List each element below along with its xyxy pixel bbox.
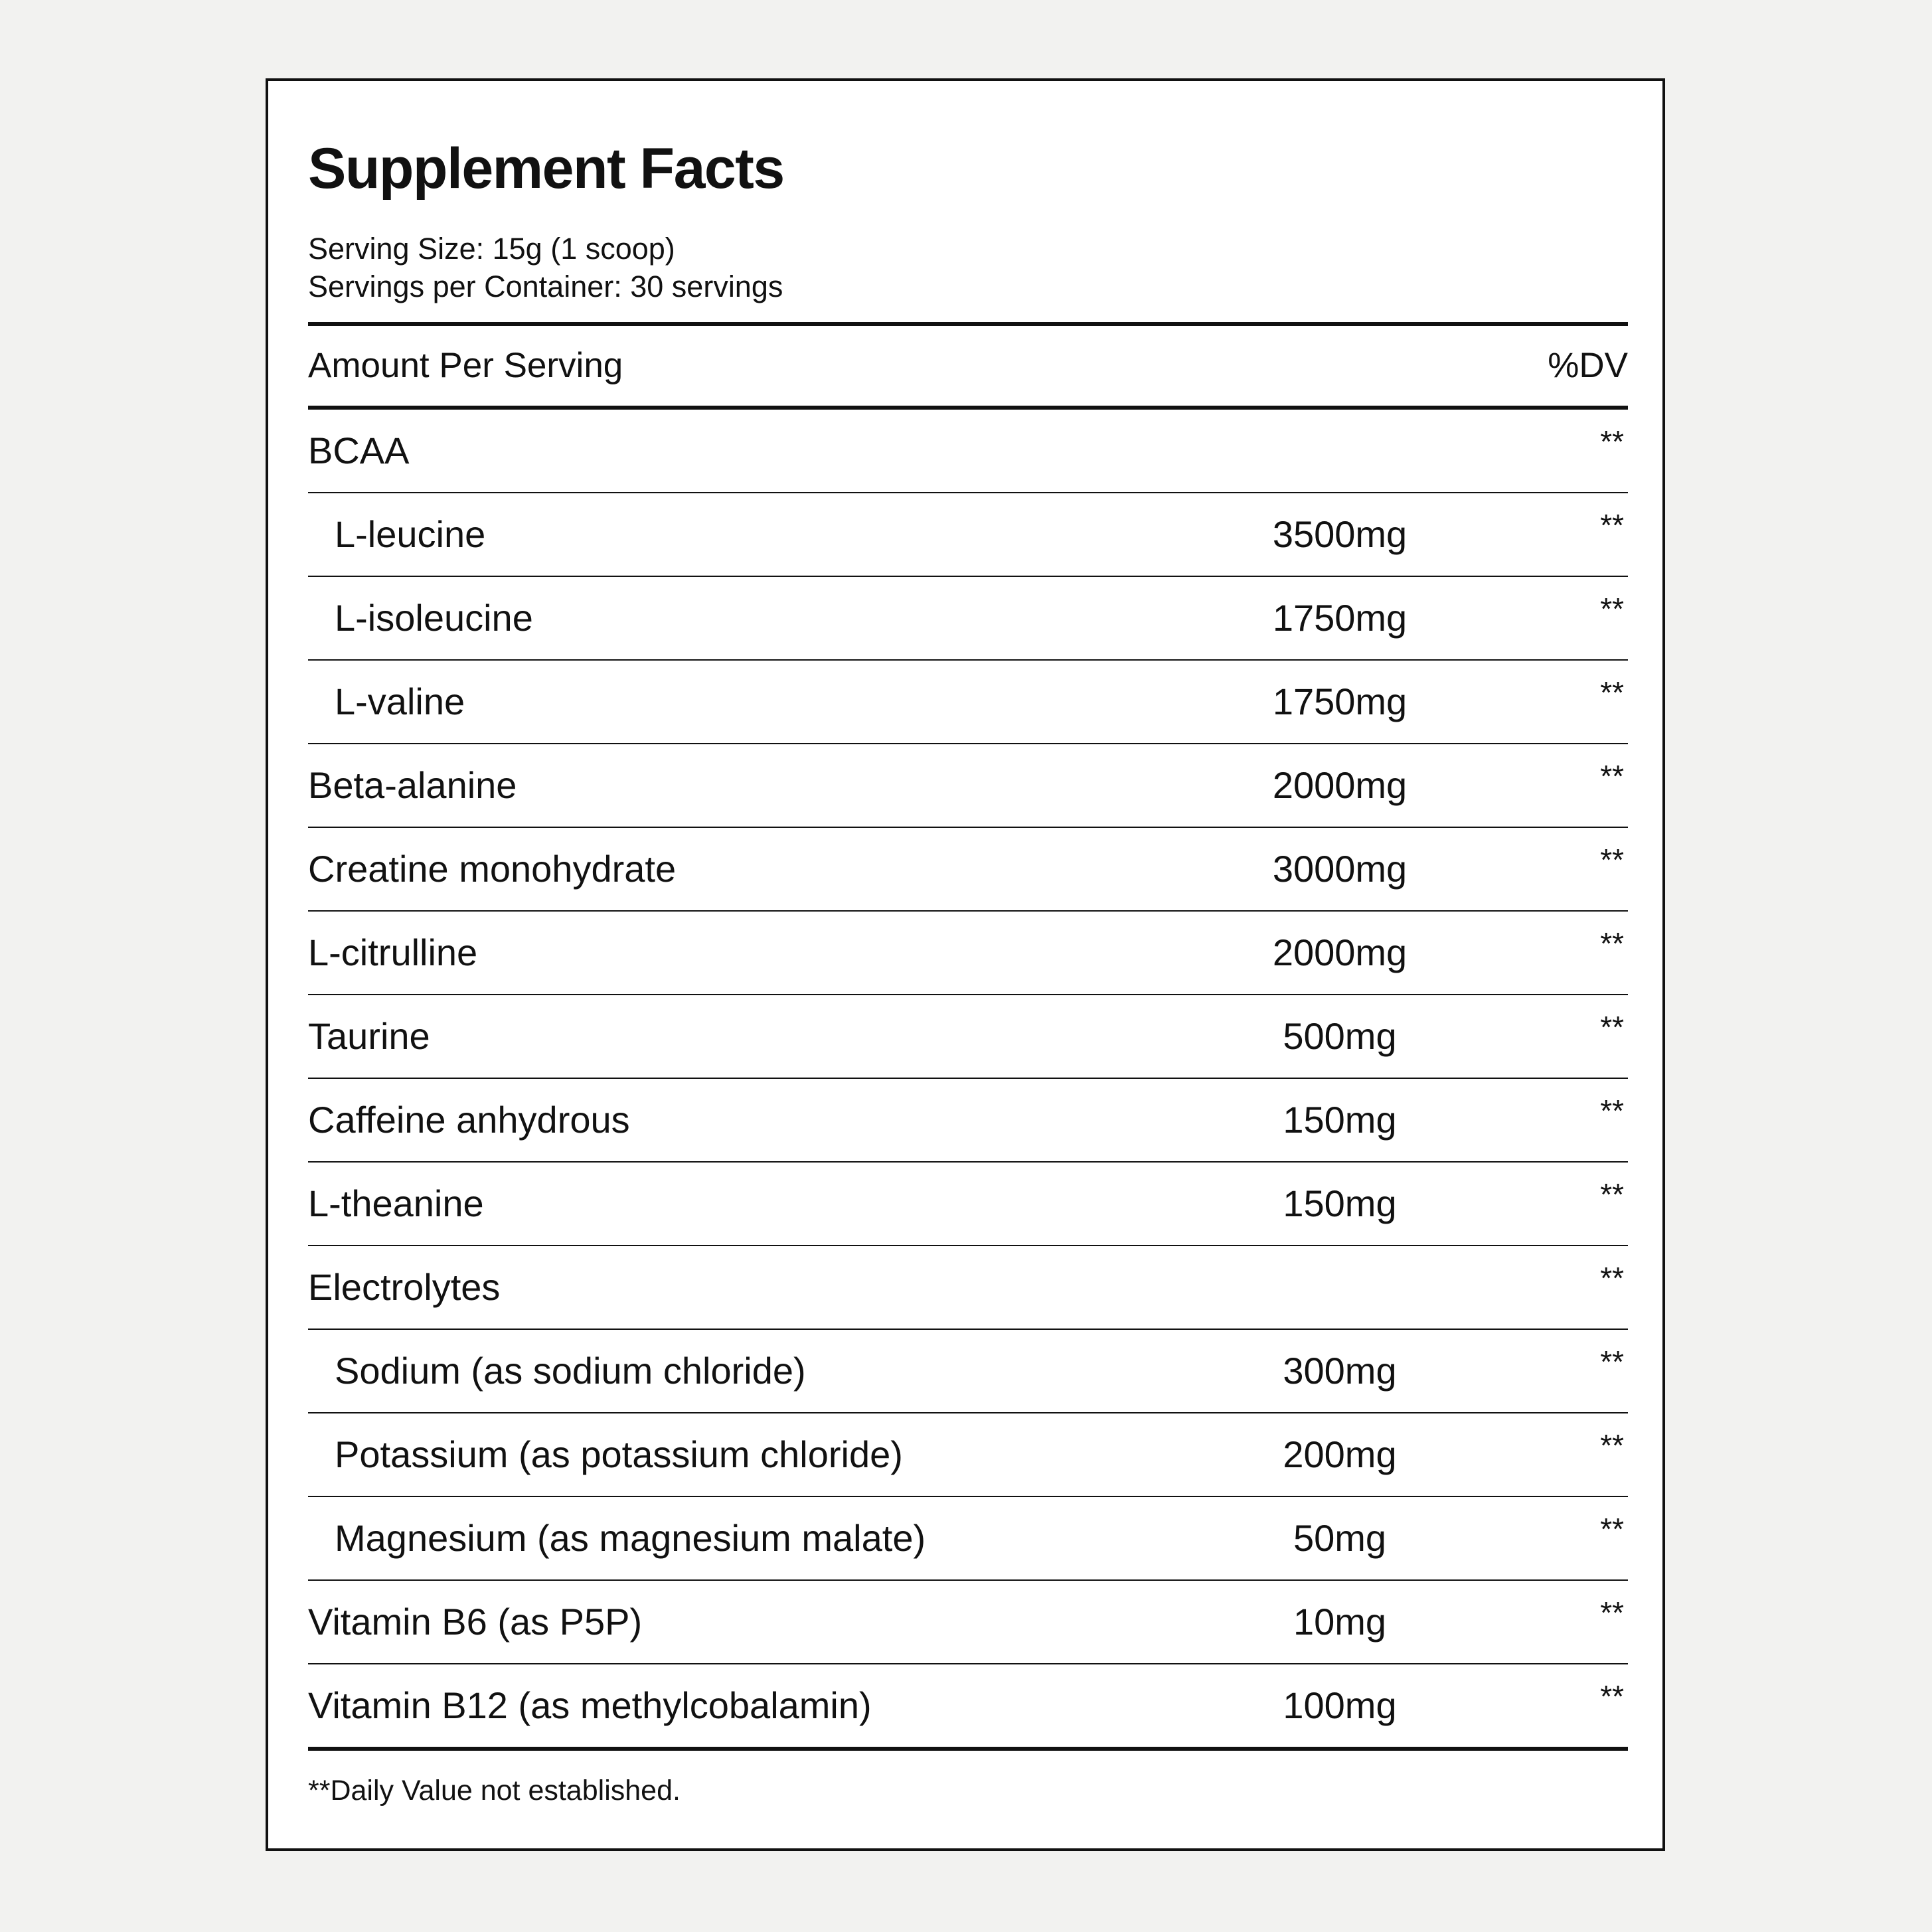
ingredient-amount: 100mg xyxy=(1283,1684,1397,1726)
table-row xyxy=(308,744,1628,828)
table-row xyxy=(308,1413,1628,1497)
ingredient-amount: 150mg xyxy=(1283,1182,1397,1224)
table-row xyxy=(308,661,1628,744)
supplement-facts-content xyxy=(308,121,1628,1811)
ingredient-name: L-theanine xyxy=(308,1182,484,1224)
ingredient-name: L-leucine xyxy=(335,513,486,555)
ingredient-amount: 50mg xyxy=(1293,1517,1387,1559)
ingredient-name: Creatine monohydrate xyxy=(308,848,677,890)
serving-info xyxy=(308,230,1628,305)
ingredient-name: Vitamin B6 (as P5P) xyxy=(308,1601,643,1643)
table-row xyxy=(308,912,1628,995)
ingredient-name: Taurine xyxy=(308,1015,430,1057)
ingredient-table xyxy=(308,410,1628,1747)
ingredient-dv: ** xyxy=(1600,592,1624,626)
ingredient-name: Magnesium (as magnesium malate) xyxy=(335,1517,926,1559)
ingredient-dv: ** xyxy=(1600,1177,1624,1212)
ingredient-amount: 2000mg xyxy=(1272,764,1408,806)
ingredient-dv: ** xyxy=(1600,1261,1624,1295)
ingredient-dv: ** xyxy=(1600,1428,1624,1463)
ingredient-dv: ** xyxy=(1600,1679,1624,1714)
ingredient-dv: ** xyxy=(1600,424,1624,459)
table-row xyxy=(308,410,1628,493)
supplement-facts-panel xyxy=(266,78,1665,1851)
ingredient-name: BCAA xyxy=(308,430,410,471)
ingredient-name: Vitamin B12 (as methylcobalamin) xyxy=(308,1684,872,1726)
page-title: Supplement Facts xyxy=(308,137,784,201)
table-row xyxy=(308,1246,1628,1330)
ingredient-dv: ** xyxy=(1600,1010,1624,1044)
table-row xyxy=(308,577,1628,661)
ingredient-name: L-valine xyxy=(335,681,465,722)
table-row xyxy=(308,995,1628,1079)
ingredient-name: Sodium (as sodium chloride) xyxy=(335,1350,806,1392)
table-row xyxy=(308,1163,1628,1246)
ingredient-dv: ** xyxy=(1600,843,1624,877)
table-row xyxy=(308,1079,1628,1163)
ingredient-amount: 3000mg xyxy=(1272,848,1408,890)
ingredient-amount: 3500mg xyxy=(1272,513,1408,555)
ingredient-dv: ** xyxy=(1600,1344,1624,1379)
ingredient-dv: ** xyxy=(1600,926,1624,961)
amount-per-serving-label: Amount Per Serving xyxy=(308,346,623,385)
ingredient-amount: 300mg xyxy=(1283,1350,1397,1392)
ingredient-dv: ** xyxy=(1600,1595,1624,1630)
ingredient-dv: ** xyxy=(1600,759,1624,793)
footnote: **Daily Value not established. xyxy=(308,1775,681,1807)
ingredient-name: L-citrulline xyxy=(308,931,478,973)
ingredient-amount: 2000mg xyxy=(1272,931,1408,973)
ingredient-name: Caffeine anhydrous xyxy=(308,1099,630,1141)
ingredient-amount: 200mg xyxy=(1283,1433,1397,1475)
table-row xyxy=(308,1330,1628,1413)
ingredient-amount: 500mg xyxy=(1283,1015,1397,1057)
ingredient-dv: ** xyxy=(1600,1093,1624,1128)
serving-size: Serving Size: 15g (1 scoop) xyxy=(308,232,675,266)
ingredient-name: Potassium (as potassium chloride) xyxy=(335,1433,903,1475)
table-row xyxy=(308,493,1628,577)
ingredient-amount: 150mg xyxy=(1283,1099,1397,1141)
ingredient-dv: ** xyxy=(1600,508,1624,542)
dv-label: %DV xyxy=(1548,346,1628,385)
table-row xyxy=(308,1581,1628,1664)
ingredient-name: Electrolytes xyxy=(308,1266,501,1308)
table-row xyxy=(308,1664,1628,1747)
servings-per-container: Servings per Container: 30 servings xyxy=(308,270,783,303)
bottom-divider xyxy=(308,1747,1628,1751)
table-row xyxy=(308,828,1628,912)
ingredient-dv: ** xyxy=(1600,1512,1624,1546)
ingredient-amount: 1750mg xyxy=(1272,597,1408,639)
ingredient-name: Beta-alanine xyxy=(308,764,517,806)
table-header xyxy=(308,326,1628,406)
ingredient-amount: 10mg xyxy=(1293,1601,1387,1643)
ingredient-dv: ** xyxy=(1600,675,1624,710)
ingredient-amount: 1750mg xyxy=(1272,681,1408,722)
table-row xyxy=(308,1497,1628,1581)
ingredient-name: L-isoleucine xyxy=(335,597,533,639)
